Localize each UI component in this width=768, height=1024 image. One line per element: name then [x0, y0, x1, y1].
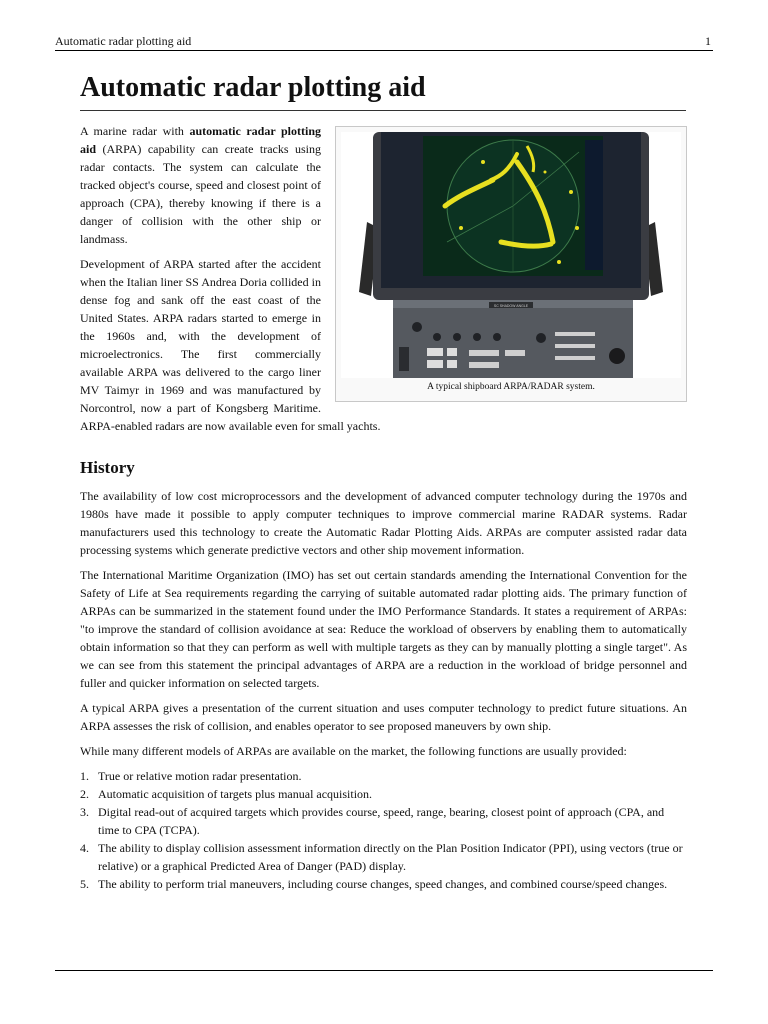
history-paragraph-3: A typical ARPA gives a presentation of the current situation and uses computer technology to predict future situations. An ARPA assesses the risk of collision, and enables operator to see proposed maneuvers by own ship.	[80, 701, 687, 733]
list-item-text: Digital read-out of acquired targets which provides course, speed, range, bearing, closest point of approach (CPA, and time to CPA (TCPA).	[98, 805, 665, 837]
list-item-number: 4.	[80, 841, 89, 855]
list-item-number: 2.	[80, 787, 89, 801]
history-paragraph-2: The International Maritime Organization (IMO) has set out certain standards amending the International Convention for the Safety of Life at Sea requirements regarding the carrying of suitable automated radar plotting aids. The primary function of ARPAs can be summarized in the statement found under the IMO Performance Standards. It states a requirement of ARPAs: "to improve the standard of collision avoidance at sea: Reduce the workload of observers by enabling them to automatically obtain information so that they can perform as well with multiple targets as they can by manually plotting a single target". As we can see from this statement the principal advantages of ARPA are a reduction in the workload of bridge personnel and fuller and quicker information on selected targets.	[80, 568, 687, 690]
list-item-number: 1.	[80, 769, 89, 783]
running-header-title: Automatic radar plotting aid	[55, 34, 192, 48]
history-paragraph-1: The availability of low cost microprocessors and the development of advanced computer technology during the 1970s and 1980s have made it possible to apply computer techniques to improve commercial marine RADAR systems. Radar manufacturers used this technology to create the Automatic Radar Plotting Aids. ARPAs are computer assisted radar data processing systems which generate predictive vectors and other ship movement information.	[80, 489, 687, 557]
list-item-number: 5.	[80, 877, 89, 891]
list-item	[80, 875, 687, 893]
radar-console-image	[341, 132, 681, 378]
list-item	[80, 785, 687, 803]
intro-p1-bold: automatic radar plotting aid	[80, 124, 321, 156]
intro-p1-before: A marine radar with	[80, 124, 190, 138]
list-item-text: The ability to perform trial maneuvers, including course changes, speed changes, and combined course/speed changes.	[98, 877, 668, 891]
intro-paragraph-2: Development of ARPA started after the accident when the Italian liner SS Andrea Doria collided in dense fog and sank off the east coast of the United States. ARPA radars started to emerge in the 1960s and, with the development of microelectronics. The first commercially available ARPA was delivered to the cargo liner MV Taimyr in 1969 and was manufactured by Norcontrol, now a part of Kongsberg Maritime. ARPA-enabled radars are now available even for small yachts.	[80, 257, 381, 433]
footer-rule	[55, 970, 713, 971]
running-header	[55, 34, 713, 51]
list-item-number: 3.	[80, 805, 89, 819]
list-item	[80, 803, 687, 839]
history-heading: History	[80, 458, 135, 477]
article-body	[80, 122, 687, 893]
list-item	[80, 767, 687, 785]
page-number: 1	[705, 34, 711, 48]
list-item-text: The ability to display collision assessment information directly on the Plan Position Indicator (PPI), using vectors (true or relative) or a graphical Predicted Area of Danger (PAD) display.	[98, 841, 683, 873]
function-list	[80, 767, 687, 893]
figure-caption: A typical shipboard ARPA/RADAR system.	[427, 382, 595, 392]
intro-p1-after: (ARPA) capability can create tracks using radar contacts. The system can calculate the tracked object's course, speed and closest point of approach (CPA), thereby knowing if there is a danger of collision with the other ship or landmass.	[80, 142, 321, 246]
page-title: Automatic radar plotting aid	[80, 70, 686, 111]
list-item	[80, 839, 687, 875]
history-paragraph-4: While many different models of ARPAs are available on the market, the following functions are usually provided:	[80, 744, 627, 758]
list-item-text: Automatic acquisition of targets plus manual acquisition.	[98, 787, 373, 801]
figure-arpa-radar	[335, 126, 687, 402]
list-item-text: True or relative motion radar presentation.	[98, 769, 302, 783]
panel-label: SC SHADOW ANGLE	[493, 304, 529, 308]
